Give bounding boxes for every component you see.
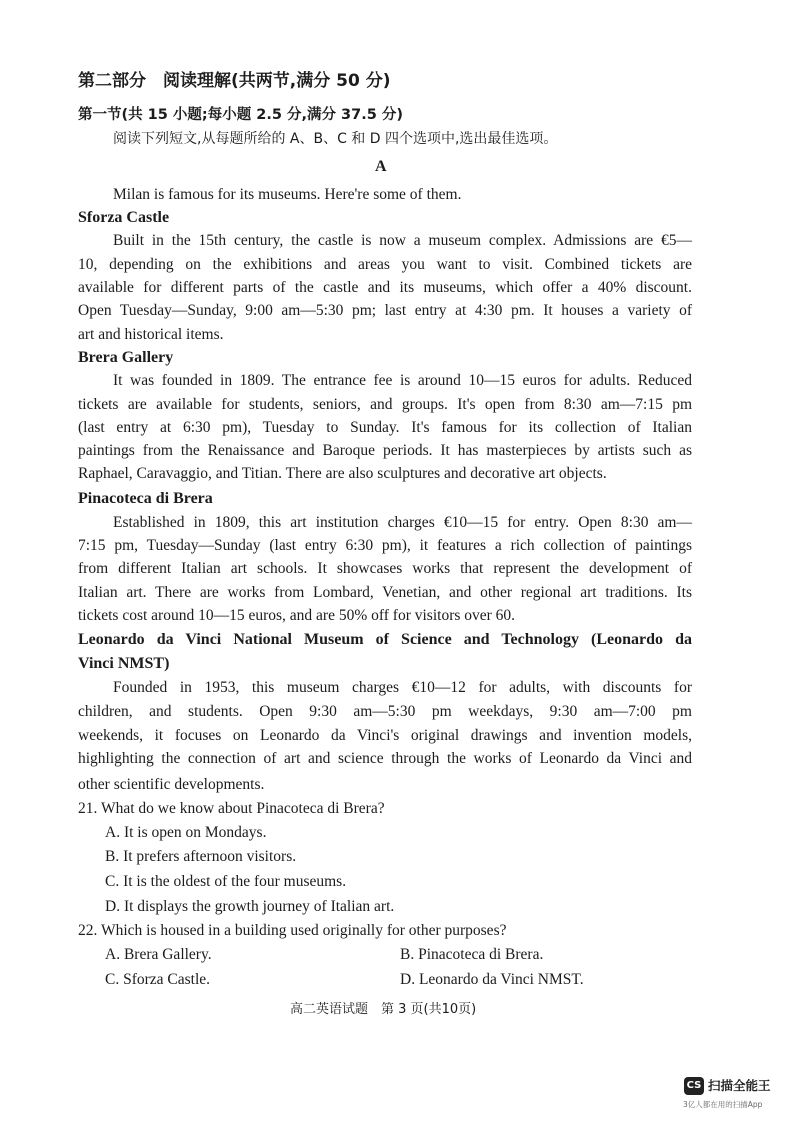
paragraph-line: tickets cost around 10—15 euros, and are 50% off for visitors over 60. bbox=[78, 607, 516, 624]
question-21-option-c: C. It is the oldest of the four museums. bbox=[105, 873, 347, 890]
paragraph-line: It was founded in 1809. The entrance fee is around 10—15 euros for adults. Reduced bbox=[113, 372, 692, 389]
paragraph-line: paintings from the Renaissance and Baroque periods. It has masterpieces by artists such as bbox=[78, 442, 692, 459]
question-21-option-b: B. It prefers afternoon visitors. bbox=[105, 848, 297, 865]
paragraph-line: (last entry at 6:30 pm), Tuesday to Sunday. It's famous for its collection of Italian bbox=[78, 419, 692, 436]
part-title: 第二部分 阅读理解(共两节,满分 50 分) bbox=[78, 71, 391, 91]
museum-heading-sforza-castle: Sforza Castle bbox=[78, 209, 170, 226]
museum-heading-pinacoteca-di-brera: Pinacoteca di Brera bbox=[78, 490, 213, 507]
paragraph-line: other scientific developments. bbox=[78, 776, 265, 793]
passage-intro: Milan is famous for its museums. Here're some of them. bbox=[113, 186, 462, 203]
paragraph-line: available for different parts of the castle and its museums, which offer a 40% discount. bbox=[78, 279, 692, 296]
question-21-option-a: A. It is open on Mondays. bbox=[105, 824, 267, 841]
museum-heading-leonardo-da-vinci-nmst-cont: Vinci NMST) bbox=[78, 655, 170, 672]
paragraph-line: from different Italian art schools. It showcases works that represent the development of bbox=[78, 560, 692, 577]
paragraph-line: Founded in 1953, this museum charges €10—12 for adults, with discounts for bbox=[113, 679, 692, 696]
paragraph-line: art and historical items. bbox=[78, 326, 224, 343]
paragraph-line: Open Tuesday—Sunday, 9:00 am—5:30 pm; last entry at 4:30 pm. It houses a variety of bbox=[78, 302, 692, 319]
paragraph-line: highlighting the connection of art and science through the works of Leonardo da Vinci and bbox=[78, 750, 692, 767]
paragraph-line: tickets are available for students, seniors, and groups. It's open from 8:30 am—7:15 pm bbox=[78, 396, 692, 413]
passage-letter: A bbox=[375, 158, 387, 175]
paragraph-line: Italian art. There are works from Lombard, Venetian, and other regional art traditions. Its bbox=[78, 584, 692, 601]
question-22-option-c: C. Sforza Castle. bbox=[105, 971, 211, 988]
watermark-app-name: 扫描全能王 bbox=[708, 1078, 771, 1093]
museum-heading-brera-gallery: Brera Gallery bbox=[78, 349, 174, 366]
paragraph-line: Built in the 15th century, the castle is now a museum complex. Admissions are €5— bbox=[113, 232, 692, 249]
page-footer: 高二英语试题 第 3 页(共10页) bbox=[290, 1002, 477, 1017]
paragraph-line: weekends, it focuses on Leonardo da Vinci's original drawings and invention models, bbox=[78, 727, 692, 744]
question-22-stem: 22. Which is housed in a building used originally for other purposes? bbox=[78, 922, 507, 939]
question-22-option-d: D. Leonardo da Vinci NMST. bbox=[400, 971, 584, 988]
paragraph-line: 7:15 pm, Tuesday—Sunday (last entry 6:30 pm), it features a rich collection of paintings bbox=[78, 537, 692, 554]
paragraph-line: Established in 1809, this art institution charges €10—15 for entry. Open 8:30 am— bbox=[113, 514, 692, 531]
paragraph-line: 10, depending on the exhibitions and areas you want to visit. Combined tickets are bbox=[78, 256, 692, 273]
section-title: 第一节(共 15 小题;每小题 2.5 分,满分 37.5 分) bbox=[78, 107, 403, 123]
paragraph-line: Raphael, Caravaggio, and Titian. There are also sculptures and decorative art objects. bbox=[78, 465, 607, 482]
question-22-option-b: B. Pinacoteca di Brera. bbox=[400, 946, 544, 963]
paragraph-line: children, and students. Open 9:30 am—5:30 pm weekdays, 9:30 am—7:00 pm bbox=[78, 703, 692, 720]
museum-heading-leonardo-da-vinci-nmst: Leonardo da Vinci National Museum of Science and Technology (Leonardo da bbox=[78, 631, 692, 648]
question-21-stem: 21. What do we know about Pinacoteca di Brera? bbox=[78, 800, 385, 817]
watermark-tagline: 3亿人都在用的扫描App bbox=[683, 1100, 763, 1109]
question-21-option-d: D. It displays the growth journey of Italian art. bbox=[105, 898, 395, 915]
instructions: 阅读下列短文,从每题所给的 A、B、C 和 D 四个选项中,选出最佳选项。 bbox=[113, 131, 558, 147]
question-22-option-a: A. Brera Gallery. bbox=[105, 946, 212, 963]
camscanner-logo-icon: CS bbox=[684, 1077, 704, 1095]
